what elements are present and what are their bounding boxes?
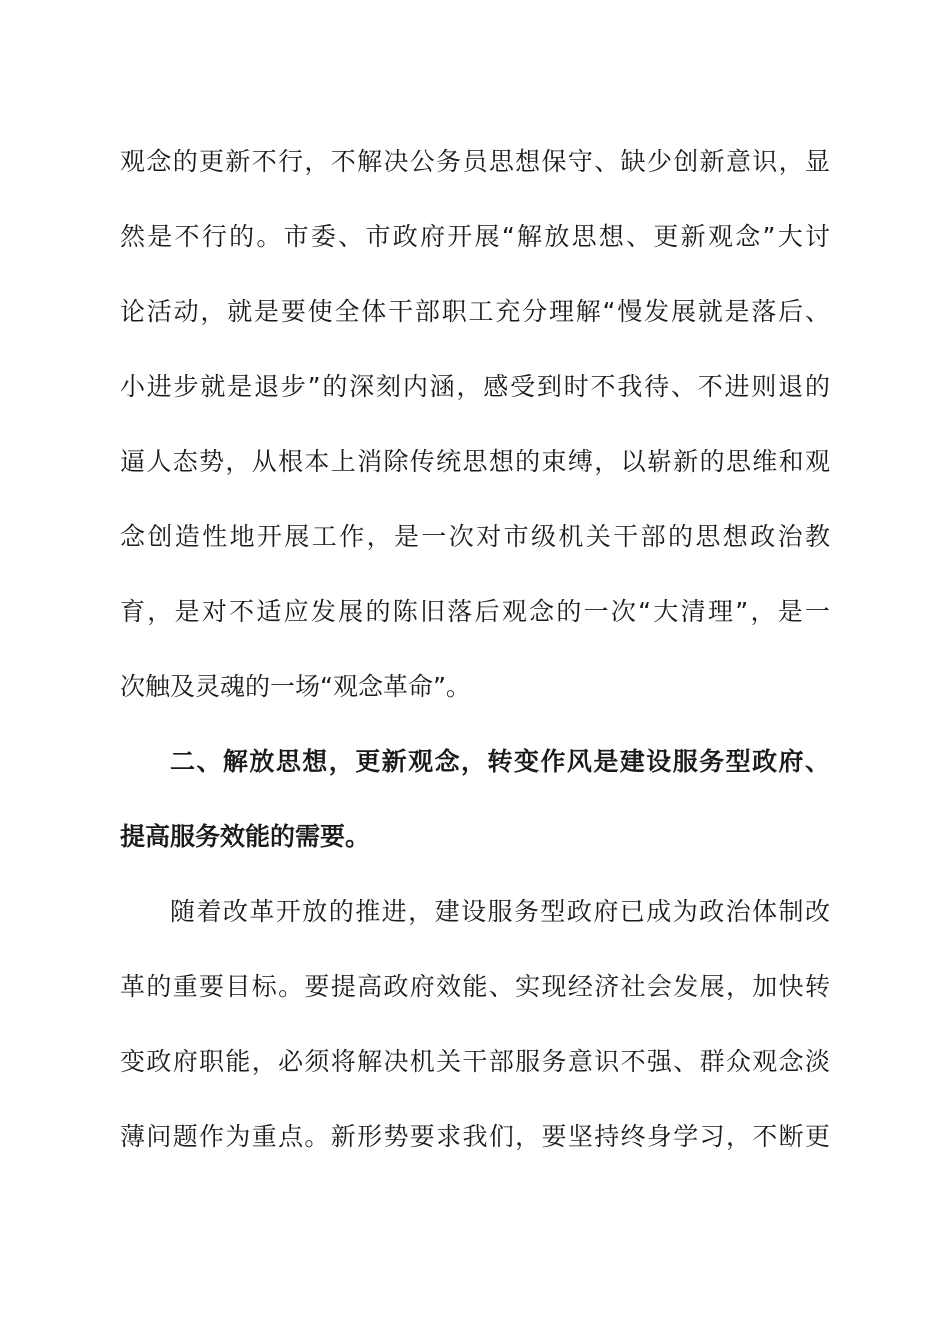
text-line: 革的重要目标。要提高政府效能、实现经济社会发展，加快转 [120, 972, 830, 1001]
text-line: 小进步就是退步”的深刻内涵，感受到时不我待、不进则退的 [120, 372, 830, 401]
heading-line: 二、解放思想，更新观念，转变作风是建设服务型政府、 [170, 747, 830, 776]
document-body [120, 136, 830, 1186]
paragraph-1 [120, 136, 830, 736]
heading-line: 提高服务效能的需要。 [120, 822, 371, 851]
text-line: 然是不行的。市委、市政府开展“解放思想、更新观念”大讨 [120, 222, 830, 251]
text-line: 薄问题作为重点。新形势要求我们，要坚持终身学习，不断更 [120, 1122, 830, 1151]
text-line: 论活动，就是要使全体干部职工充分理解“慢发展就是落后、 [120, 297, 830, 326]
text-line: 随着改革开放的推进，建设服务型政府已成为政治体制改 [170, 897, 830, 926]
section-heading [120, 736, 830, 886]
text-line: 观念的更新不行，不解决公务员思想保守、缺少创新意识，显 [120, 147, 830, 176]
text-line: 变政府职能，必须将解决机关干部服务意识不强、群众观念淡 [120, 1047, 830, 1076]
text-line: 念创造性地开展工作，是一次对市级机关干部的思想政治教 [120, 522, 830, 551]
text-line: 次触及灵魂的一场“观念革命”。 [120, 672, 471, 701]
text-line: 逼人态势，从根本上消除传统思想的束缚，以崭新的思维和观 [120, 447, 830, 476]
text-line: 育，是对不适应发展的陈旧落后观念的一次“大清理”，是一 [120, 597, 830, 626]
paragraph-2 [120, 886, 830, 1186]
